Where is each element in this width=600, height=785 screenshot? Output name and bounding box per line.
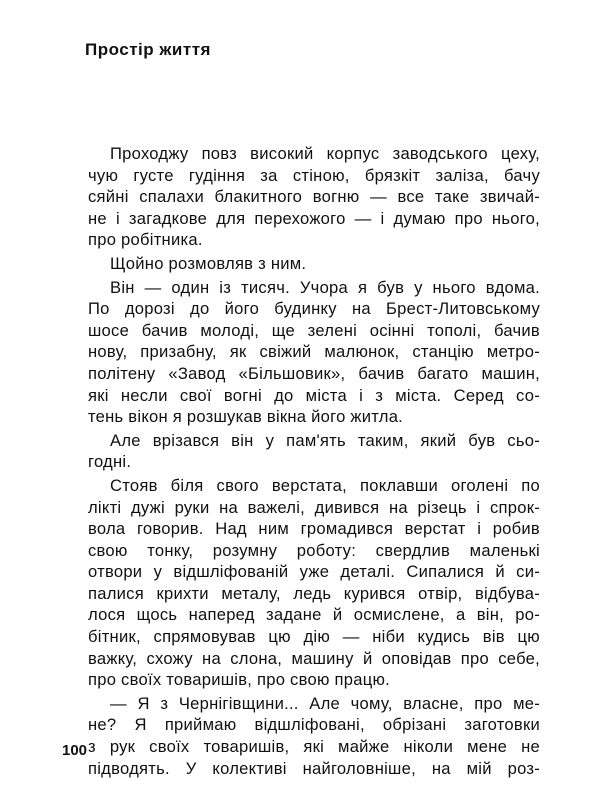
text-line: тень вікон я розшукав вікна його житла. — [88, 407, 404, 427]
text-line: — Я з Чернігівщини... Але чому, власне, про ме- — [110, 693, 540, 713]
text-line: чую густе гудіння за стіною, брязкіт заліза, бачу — [88, 165, 540, 185]
text-line: По дорозі до його будинку на Брест-Литовському — [88, 299, 540, 319]
text-line: нову, призабну, як свіжий малюнок, станцію метро- — [88, 342, 540, 362]
text-line: палися крихти металу, ледь курився отвір, відбува- — [88, 583, 540, 603]
text-line: про робітника. — [88, 230, 203, 250]
text-line: свою тонку, розумну роботу: свердлив маленькі — [88, 540, 540, 560]
text-line: отвори у відшліфованій уже деталі. Сипалися й си- — [88, 562, 540, 582]
text-line: лося щось наперед задане й осмислене, а він, ро- — [88, 605, 540, 625]
text-line: вола говорив. Над ним громадився верстат і робив — [88, 519, 540, 539]
page-number: 100 — [62, 742, 88, 759]
text-line: важку, схожу на слона, машину й оповідав про себе, — [88, 648, 540, 668]
text-line: про своїх товаришів, про свою працю. — [88, 670, 391, 690]
text-line: політену «Завод «Більшовик», бачив багато машин, — [88, 363, 540, 383]
chapter-title: Простір життя — [85, 40, 211, 59]
text-line: не і загадкове для перехожого — і думаю про нього, — [88, 208, 540, 228]
text-line: сяйні спалахи блакитного вогню — все таке звичай- — [88, 187, 540, 207]
text-line: з рук своїх товаришів, які майже ніколи мене не — [88, 737, 540, 757]
text-line: лікті дужі руки на важелі, дивився на різець і спрок- — [88, 497, 540, 517]
text-line: Щойно розмовляв з ним. — [110, 253, 307, 273]
text-line: підводять. У колективі найголовніше, на мій роз- — [88, 758, 540, 778]
text-line: які несли свої вогні до міста і з міста. Серед со- — [88, 385, 540, 405]
text-line: Але врізався він у пам'ять таким, який був сьо- — [110, 430, 540, 450]
text-line: Проходжу повз високий корпус заводського цеху, — [110, 144, 540, 163]
text-line: годні. — [88, 452, 132, 472]
text-line: Стояв біля свого верстата, поклавши оголені по — [110, 475, 540, 495]
body-text — [88, 143, 540, 779]
text-line: бітник, спрямовував цю дію — ніби кудись вів цю — [88, 627, 540, 647]
text-line: Він — один із тисяч. Учора я був у нього вдома. — [110, 277, 540, 297]
text-line: не? Я приймаю відшліфовані, обрізані заготовки — [88, 715, 540, 735]
text-line: шосе бачив молоді, ще зелені осінні тополі, бачив — [88, 320, 540, 340]
